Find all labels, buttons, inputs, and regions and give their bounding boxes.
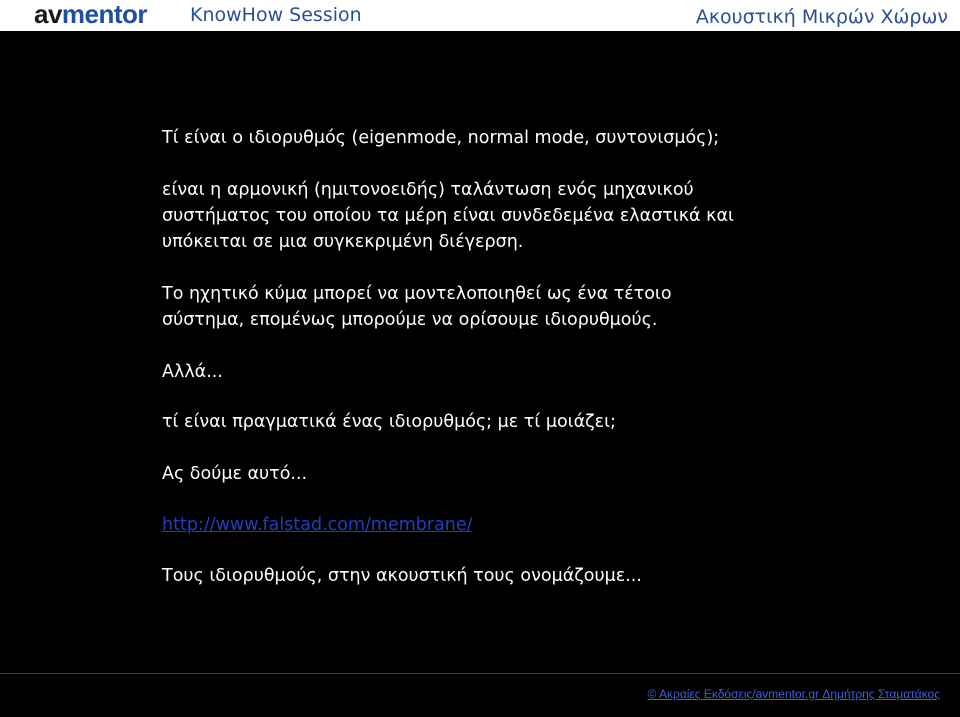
wave-paragraph xyxy=(162,281,672,333)
real-question: τί είναι πραγματικά ένας ιδιορυθμός; με τί μοιάζει; xyxy=(162,412,616,432)
wave-line: Το ηχητικό κύμα μπορεί να μοντελοποιηθεί ως ένα τέτοιο xyxy=(162,284,672,304)
definition-line: συστήματος του οποίου τα μέρη είναι συνδεδεμένα ελαστικά και xyxy=(162,206,734,226)
course-title: Ακουστική Μικρών Χώρων xyxy=(695,6,948,28)
footer-divider xyxy=(0,673,960,674)
falstad-membrane-link[interactable]: http://www.falstad.com/membrane/ xyxy=(162,515,473,535)
copyright-link[interactable]: © Ακραίες Εκδόσεις/avmentor.gr Δημήτρης Σταματάκος xyxy=(647,687,940,701)
but-text: Αλλά... xyxy=(162,362,223,382)
logo-mentor: mentor xyxy=(61,0,148,29)
slide-question: Τί είναι ο ιδιορυθμός (eigenmode, normal mode, συντονισμός); xyxy=(162,128,720,148)
definition-line: είναι η αρμονική (ημιτονοειδής) ταλάντωση ενός μηχανικού xyxy=(162,180,694,200)
header-bar xyxy=(0,0,960,31)
wave-line: σύστημα, επομένως μπορούμε να ορίσουμε ιδιορυθμούς. xyxy=(162,310,658,330)
definition-line: υπόκειται σε μια συγκεκριμένη διέγερση. xyxy=(162,232,524,252)
avmentor-logo[interactable] xyxy=(34,0,147,28)
lets-see-text: Ας δούμε αυτό... xyxy=(162,464,308,484)
logo-av: av xyxy=(34,0,62,29)
definition-paragraph xyxy=(162,177,734,255)
closing-text: Τους ιδιορυθμούς, στην ακουστική τους ονομάζουμε... xyxy=(162,566,642,586)
session-title: KnowHow Session xyxy=(190,4,362,26)
